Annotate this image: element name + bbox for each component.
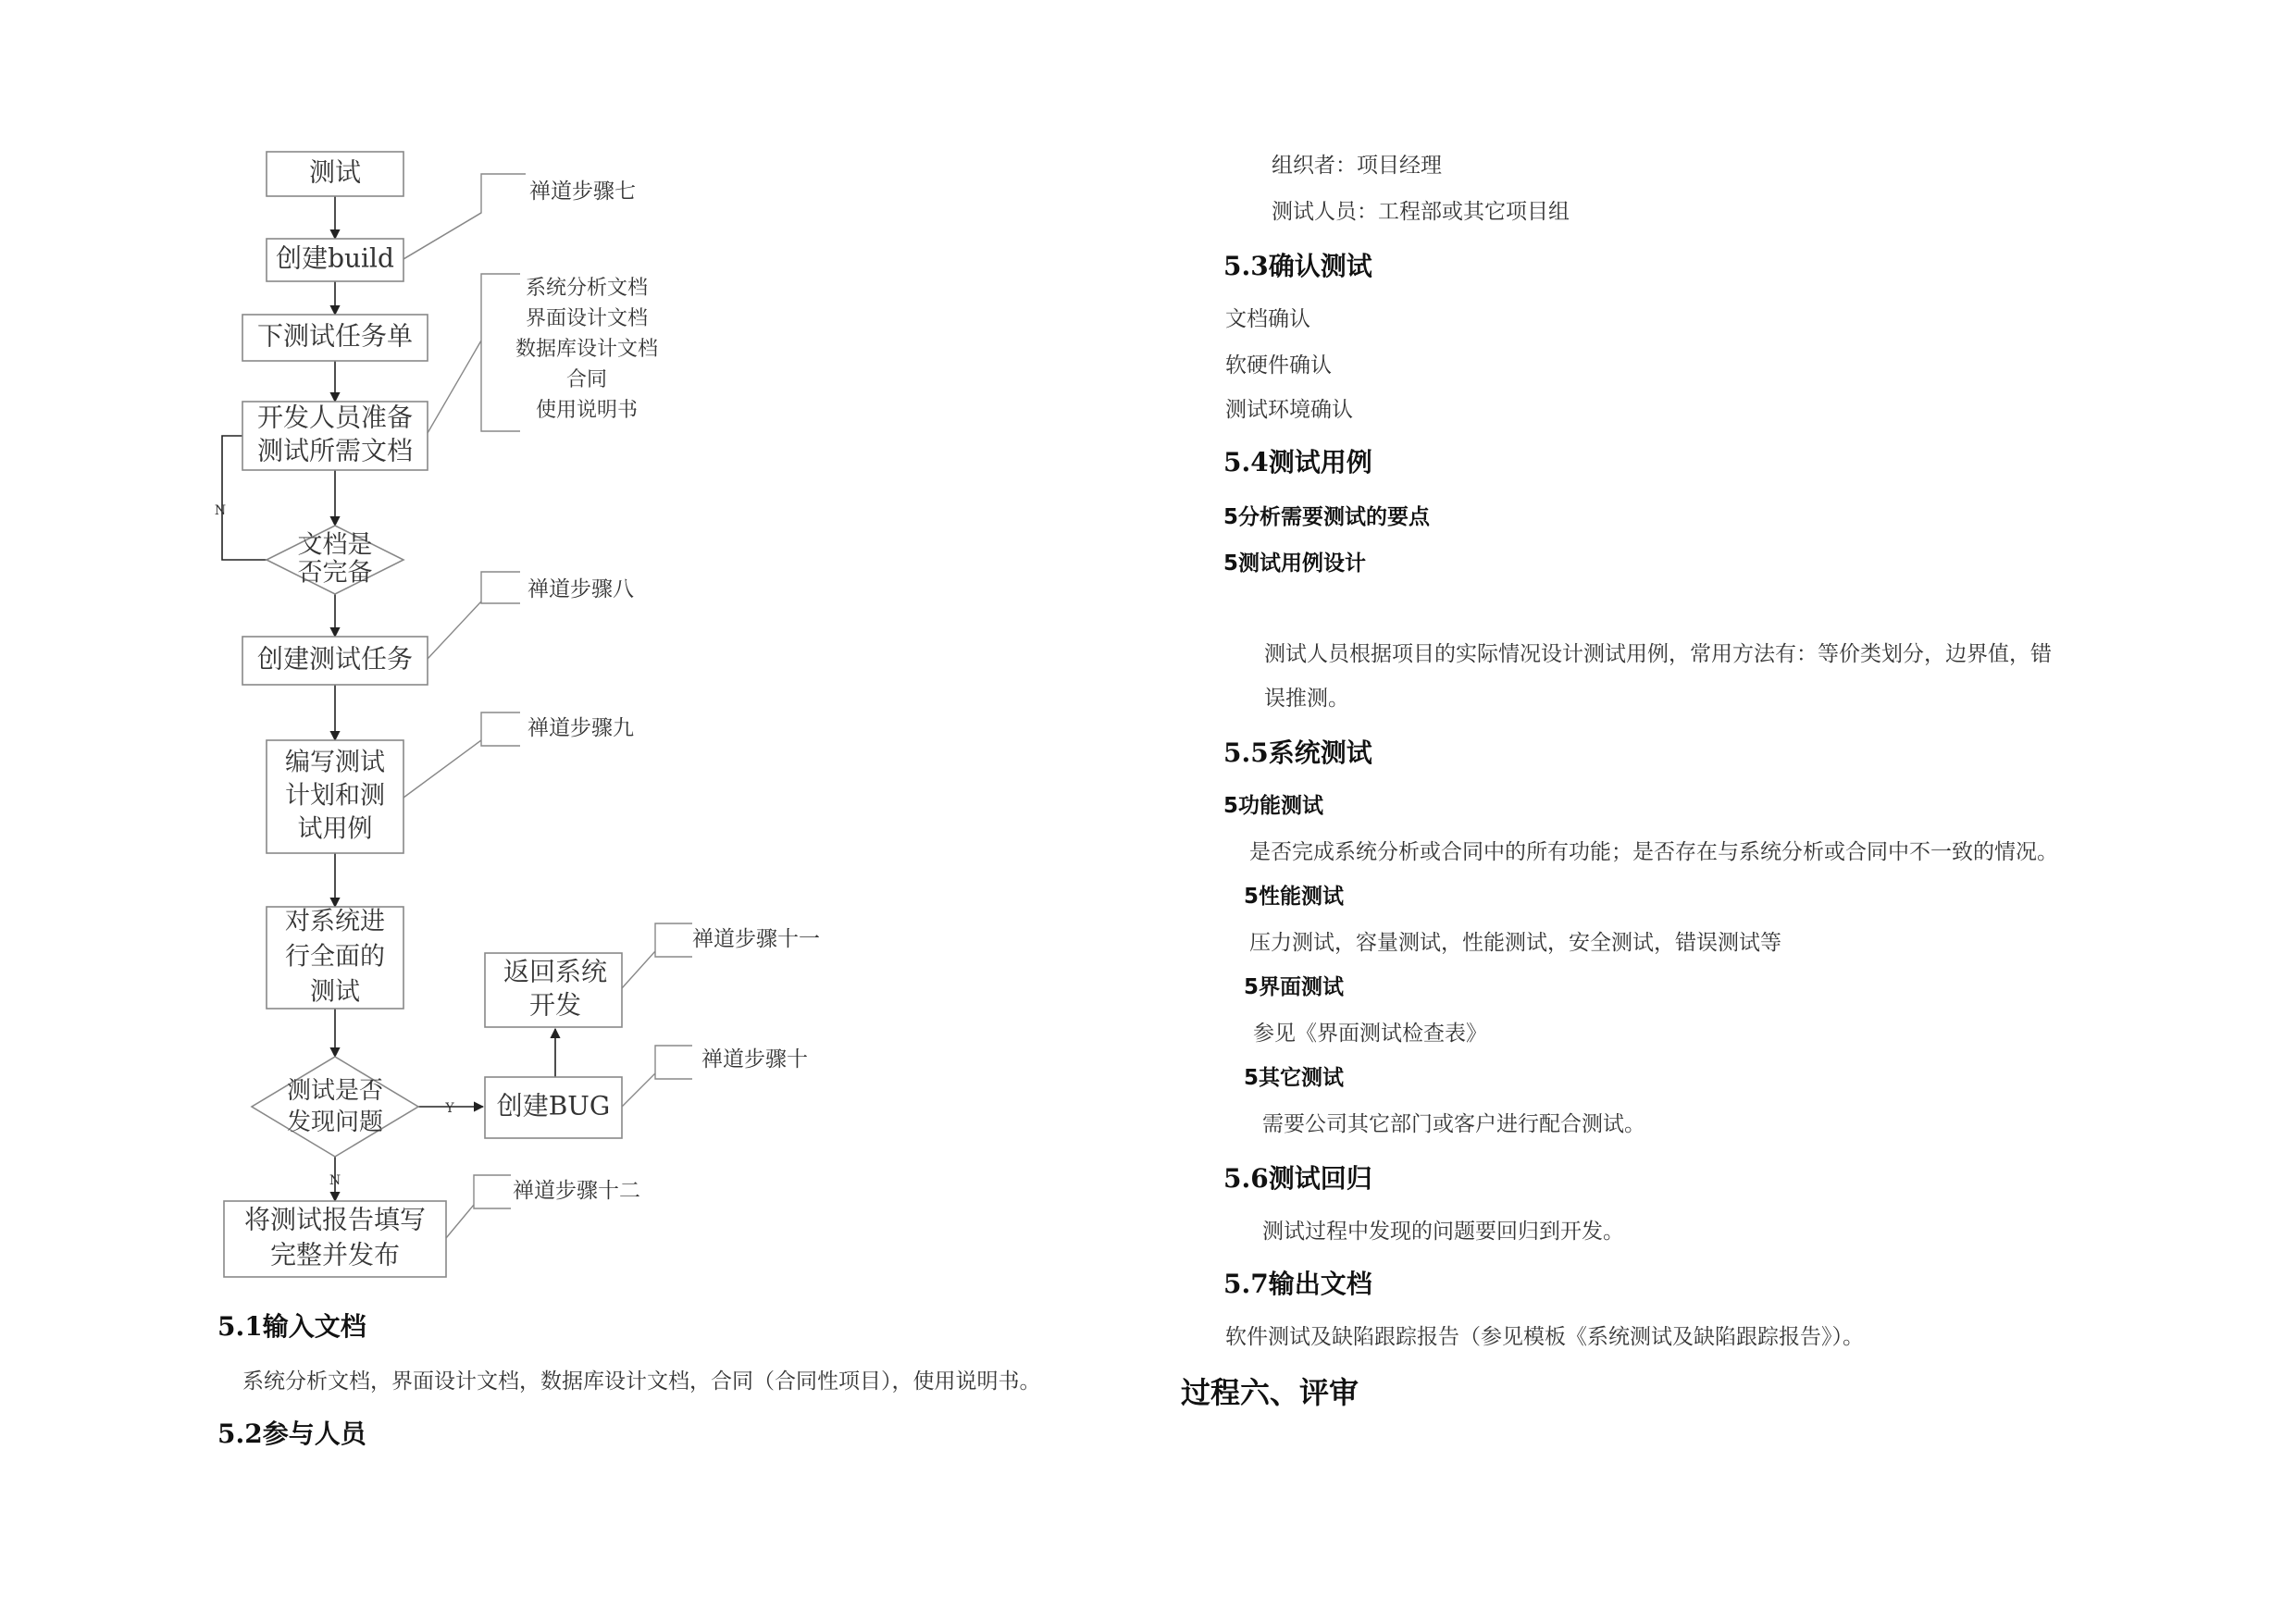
test-process-flowchart — [0, 0, 925, 1314]
ui-test-title: 5界面测试 — [1244, 975, 1345, 999]
functional-test-body: 是否完成系统分析或合同中的所有功能；是否存在与系统分析或合同中不一致的情况。 — [1249, 840, 2058, 864]
node-label-task-sheet: 下测试任务单 — [256, 320, 414, 352]
edge-label-no-docs: N — [214, 503, 227, 518]
section-5-3-item: 测试环境确认 — [1225, 398, 1353, 422]
edge-label-no-issue: N — [329, 1173, 341, 1188]
annotation-a_docs: 系统分析文档界面设计文档数据库设计文档合同使用说明书 — [515, 277, 659, 422]
node-label-docs-complete: 文档是否完备 — [297, 530, 373, 588]
annotation-leader-7 — [403, 213, 481, 259]
annotation-bracket-docs — [428, 274, 520, 433]
annotation-a12: 禅道步骤十二 — [513, 1179, 640, 1203]
testers-line: 测试人员：工程部或其它项目组 — [1272, 200, 1570, 224]
performance-test-body: 压力测试，容量测试，性能测试，安全测试，错误测试等 — [1249, 931, 1781, 955]
node-label-found-issue: 测试是否发现问题 — [286, 1077, 384, 1136]
section-5-4-title: 5.4测试用例 — [1223, 447, 1372, 477]
section-5-4-subtitle: 5分析需要测试的要点 — [1223, 505, 1431, 529]
node-label-build: 创建build — [276, 242, 394, 274]
performance-test-title: 5性能测试 — [1244, 885, 1345, 909]
functional-test-title: 5功能测试 — [1223, 794, 1324, 818]
section-5-7-body: 软件测试及缺陷跟踪报告（参见模板《系统测试及缺陷跟踪报告》）。 — [1225, 1325, 1864, 1349]
node-label-return-dev: 返回系统开发 — [503, 956, 608, 1021]
section-5-3-title: 5.3确认测试 — [1223, 251, 1372, 281]
annotation-a11: 禅道步骤十一 — [692, 927, 820, 951]
annotation-bracket-9 — [403, 712, 520, 798]
annotation-a9: 禅道步骤九 — [527, 716, 634, 740]
node-label-report: 将测试报告填写完整并发布 — [243, 1204, 427, 1270]
section-5-4-body: 测试人员根据项目的实际情况设计测试用例，常用方法有：等价类划分，边界值，错 — [1264, 642, 2052, 666]
annotation-a8: 禅道步骤八 — [527, 577, 634, 601]
node-found-issue-decision — [252, 1057, 418, 1157]
edge-label-yes-bug: Y — [445, 1101, 454, 1116]
other-test-body: 需要公司其它部门或客户进行配合测试。 — [1262, 1112, 1645, 1136]
section-5-6-body: 测试过程中发现的问题要回归到开发。 — [1262, 1220, 1624, 1244]
process-six-title: 过程六、评审 — [1181, 1375, 1359, 1410]
node-label-write-plan: 编写测试计划和测试用例 — [285, 748, 385, 844]
annotation-a7: 禅道步骤七 — [529, 180, 636, 204]
node-label-prepare-docs: 开发人员准备测试所需文档 — [256, 402, 414, 466]
annotation-a10: 禅道步骤十 — [701, 1047, 808, 1072]
section-5-1-title: 5.1输入文档 — [217, 1311, 366, 1342]
annotation-bracket-10 — [622, 1046, 692, 1107]
section-5-6-title: 5.6测试回归 — [1223, 1163, 1372, 1194]
node-label-create-task: 创建测试任务 — [256, 643, 414, 675]
section-5-4-body: 误推测。 — [1264, 687, 1349, 711]
node-label-test: 测试 — [308, 156, 362, 188]
annotation-bracket-12 — [446, 1175, 511, 1238]
ui-test-body: 参见《界面测试检查表》 — [1253, 1022, 1487, 1046]
annotation-bracket-11 — [622, 923, 692, 988]
organizer-line: 组织者：项目经理 — [1272, 154, 1442, 178]
section-5-3-item: 软硬件确认 — [1225, 353, 1332, 378]
section-5-4-subtitle: 5测试用例设计 — [1223, 551, 1367, 576]
section-5-3-item: 文档确认 — [1225, 307, 1310, 331]
section-5-1-body: 系统分析文档，界面设计文档，数据库设计文档，合同（合同性项目），使用说明书。 — [242, 1369, 1041, 1394]
annotation-bracket-7 — [403, 174, 526, 259]
other-test-title: 5其它测试 — [1244, 1066, 1345, 1090]
node-label-create-bug: 创建BUG — [496, 1090, 611, 1121]
node-label-full-test: 对系统进行全面的测试 — [285, 907, 385, 1007]
section-5-5-title: 5.5系统测试 — [1223, 737, 1372, 768]
annotation-bracket-8 — [428, 572, 520, 659]
section-5-7-title: 5.7输出文档 — [1223, 1269, 1372, 1299]
section-5-2-title: 5.2参与人员 — [217, 1419, 366, 1449]
